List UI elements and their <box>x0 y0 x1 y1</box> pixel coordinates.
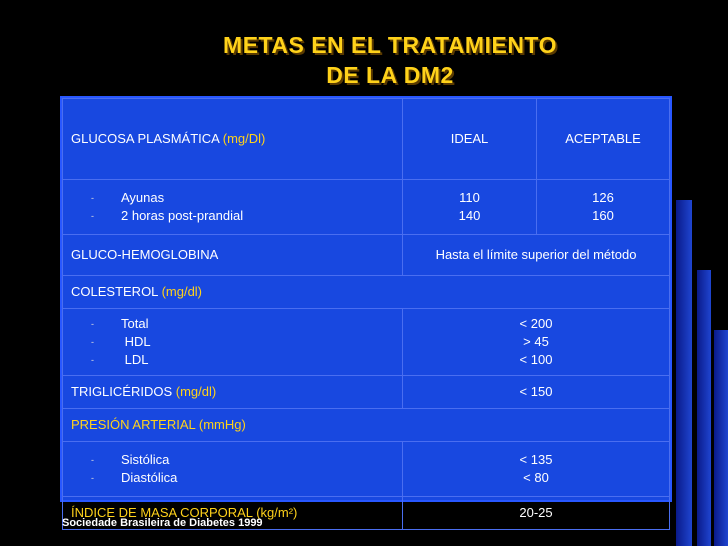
colesterol-value: < 100 <box>519 352 553 367</box>
colesterol-item-label: LDL <box>121 352 149 367</box>
list-item <box>91 189 394 207</box>
bullet-icon: - <box>91 455 94 465</box>
slide-title <box>150 30 630 90</box>
glucosa-ideal-value: 140 <box>458 208 481 223</box>
presion-value: < 135 <box>519 452 553 467</box>
glucosa-items-cell <box>63 180 403 235</box>
glucosa-aceptable-value: 160 <box>592 208 614 223</box>
title-line-2: DE LA DM2 <box>326 62 454 88</box>
colesterol-label-cell <box>63 276 670 309</box>
glucosa-ideal-cell <box>403 180 537 235</box>
table-row-hba1c <box>63 235 670 276</box>
list-item <box>91 207 394 225</box>
trigliceridos-value: < 150 <box>403 376 670 409</box>
colesterol-item-label: HDL <box>121 334 151 349</box>
presion-items-cell <box>63 442 403 497</box>
bullet-icon: - <box>91 473 94 483</box>
presion-values-cell <box>403 442 670 497</box>
presion-item-label: Sistólica <box>121 452 170 467</box>
glucosa-label-cell <box>63 99 403 180</box>
table-row-colesterol <box>63 276 670 309</box>
colesterol-item-label: Total <box>121 316 149 331</box>
trigliceridos-label-cell <box>63 376 403 409</box>
decorative-bar <box>714 330 728 546</box>
hba1c-label: GLUCO-HEMOGLOBINA <box>63 235 403 276</box>
column-header-aceptable: ACEPTABLE <box>537 99 670 180</box>
table-row-presion-values <box>63 442 670 497</box>
colesterol-value: < 200 <box>519 316 553 331</box>
table-row-colesterol-values <box>63 309 670 376</box>
colesterol-values-cell <box>403 309 670 376</box>
table-row-glucosa-values <box>63 180 670 235</box>
bullet-icon: - <box>91 193 94 203</box>
list-item <box>91 469 394 487</box>
glucosa-label: GLUCOSA PLASMÁTICA <box>71 131 220 146</box>
trigliceridos-unit: (mg/dl) <box>175 384 217 399</box>
colesterol-unit: (mg/dl) <box>161 284 203 299</box>
glucosa-aceptable-cell <box>537 180 670 235</box>
bullet-icon: - <box>91 355 94 365</box>
decorative-bar <box>676 200 692 546</box>
source-footnote: Sociedade Brasileira de Diabetes 1999 <box>62 517 263 529</box>
imc-label: ÍNDICE DE MASA CORPORAL <box>71 505 253 520</box>
table-row-glucosa <box>63 99 670 180</box>
colesterol-items-cell <box>63 309 403 376</box>
list-item <box>91 351 394 369</box>
presion-item-label: Diastólica <box>121 470 178 485</box>
bullet-icon: - <box>91 337 94 347</box>
bullet-icon: - <box>91 319 94 329</box>
goals-table <box>60 96 672 520</box>
list-item <box>91 315 394 333</box>
list-item <box>91 333 394 351</box>
glucosa-item-label: Ayunas <box>121 190 165 205</box>
presion-label: PRESIÓN ARTERIAL (mmHg) <box>63 409 670 442</box>
table-row-presion <box>63 409 670 442</box>
colesterol-value: > 45 <box>523 334 549 349</box>
title-line-1: METAS EN EL TRATAMIENTO <box>223 32 557 58</box>
column-header-ideal: IDEAL <box>403 99 537 180</box>
colesterol-label: COLESTEROL <box>71 284 158 299</box>
bullet-icon: - <box>91 211 94 221</box>
glucosa-aceptable-value: 126 <box>592 190 614 205</box>
glucosa-unit: (mg/Dl) <box>222 131 266 146</box>
presion-value: < 80 <box>523 470 549 485</box>
table-row-trigliceridos <box>63 376 670 409</box>
trigliceridos-label: TRIGLICÉRIDOS <box>71 384 173 399</box>
imc-value: 20-25 <box>403 497 670 530</box>
list-item <box>91 451 394 469</box>
decorative-bar <box>697 270 711 546</box>
imc-unit: (kg/m²) <box>256 505 298 520</box>
glucosa-ideal-value: 110 <box>459 190 480 205</box>
hba1c-value: Hasta el límite superior del método <box>403 235 670 276</box>
glucosa-item-label: 2 horas post-prandial <box>121 208 244 223</box>
